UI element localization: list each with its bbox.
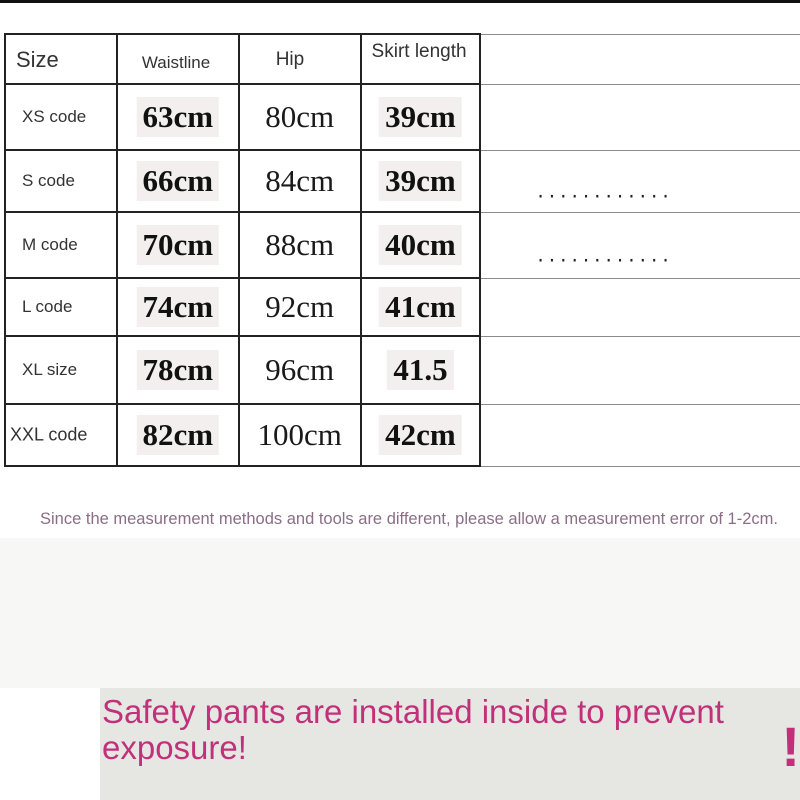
hip-value: 100cm <box>257 417 342 452</box>
exclamation-mark: ! <box>781 715 800 778</box>
waist-value: 82cm <box>136 415 219 455</box>
table-row <box>5 404 800 466</box>
header-size: Size <box>16 47 59 72</box>
skirt-value: 39cm <box>379 161 462 201</box>
hip-value: 88cm <box>265 227 335 262</box>
table-row <box>5 336 800 404</box>
header-waistline: Waistline <box>141 53 211 72</box>
safety-pants-banner: Safety pants are installed inside to prevent exposure! <box>102 693 724 766</box>
row-size-label: L code <box>22 297 73 316</box>
header-cell-extra <box>480 34 800 84</box>
table-row <box>5 84 800 150</box>
row-size-label: XS code <box>22 107 87 126</box>
measurement-note: Since the measurement methods and tools are different, please allow a measurement error of 1-2cm. <box>40 510 778 528</box>
waist-value: 63cm <box>136 97 219 137</box>
hip-value: 80cm <box>265 99 335 134</box>
row-size-label: XL size <box>22 360 78 379</box>
row-size-label: M code <box>22 235 78 254</box>
waist-value: 66cm <box>136 161 219 201</box>
dotted-leader: ............ <box>537 178 674 203</box>
table-row <box>5 278 800 336</box>
hip-value: 96cm <box>265 352 335 387</box>
table-header-row <box>5 34 800 84</box>
background-band <box>0 538 800 688</box>
header-cell-skirt <box>361 34 481 84</box>
hip-value: 84cm <box>265 163 335 198</box>
skirt-value: 39cm <box>379 97 462 137</box>
top-rule <box>0 0 800 3</box>
skirt-value: 42cm <box>379 415 462 455</box>
table-row <box>5 150 800 212</box>
skirt-value: 41cm <box>379 287 462 327</box>
header-hip: Hip <box>275 49 305 70</box>
waist-value: 70cm <box>136 225 219 265</box>
hip-value: 92cm <box>265 289 335 324</box>
size-table <box>4 33 800 467</box>
waist-value: 74cm <box>136 287 219 327</box>
skirt-value: 41.5 <box>387 350 453 390</box>
row-size-label: S code <box>22 171 75 190</box>
table-row <box>5 212 800 278</box>
header-skirt-length: Skirt length <box>371 41 467 62</box>
header-cell-hip <box>239 34 361 84</box>
dotted-leader: ............ <box>537 242 674 267</box>
row-size-label: XXL code <box>10 424 88 445</box>
waist-value: 78cm <box>136 350 219 390</box>
header-cell-size <box>5 34 117 84</box>
header-cell-waist <box>117 34 239 84</box>
skirt-value: 40cm <box>379 225 462 265</box>
